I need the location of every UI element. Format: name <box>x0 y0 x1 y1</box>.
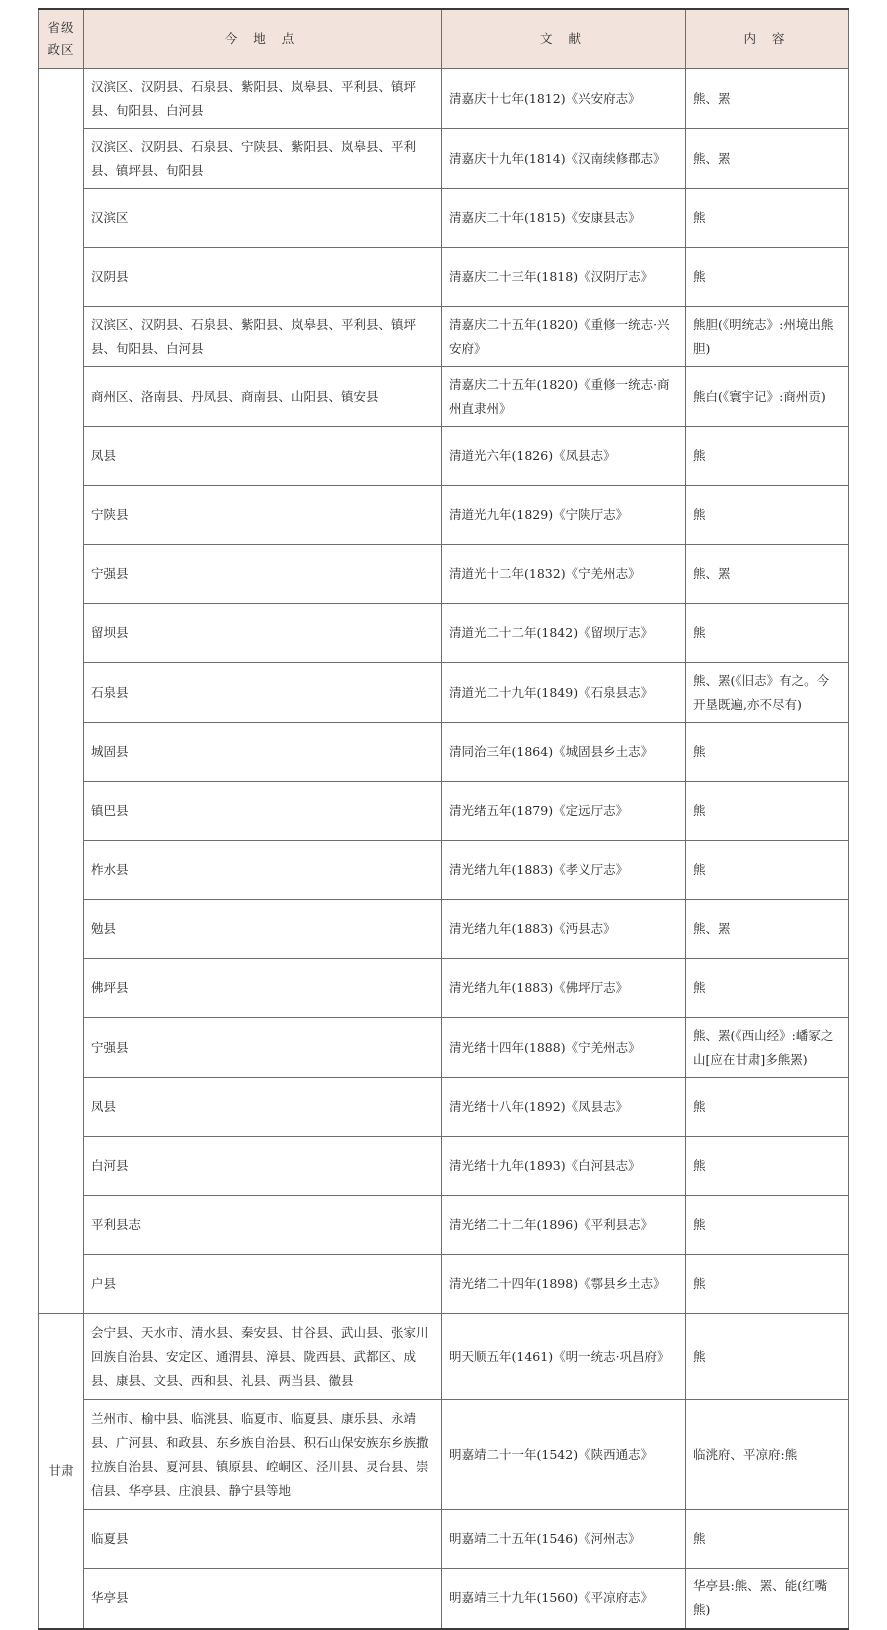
document-cell: 清道光九年(1829)《宁陕厅志》 <box>442 486 686 545</box>
document-cell: 明嘉靖三十九年(1560)《平凉府志》 <box>442 1569 686 1629</box>
content-cell: 熊 <box>686 1510 849 1569</box>
place-cell: 临夏县 <box>84 1510 442 1569</box>
content-cell: 熊 <box>686 723 849 782</box>
content-cell: 熊 <box>686 1314 849 1400</box>
table-row <box>39 841 849 900</box>
content-cell: 熊 <box>686 189 849 248</box>
document-cell: 清嘉庆十七年(1812)《兴安府志》 <box>442 69 686 129</box>
table-row <box>39 1400 849 1510</box>
content-cell: 熊、罴 <box>686 129 849 189</box>
place-cell: 会宁县、天水市、清水县、秦安县、甘谷县、武山县、张家川回族自治县、安定区、通渭县、漳县、陇西县、武都区、成县、康县、文县、西和县、礼县、两当县、徽县 <box>84 1314 442 1400</box>
content-cell: 临洮府、平凉府:熊 <box>686 1400 849 1510</box>
table-row <box>39 1137 849 1196</box>
table-row <box>39 427 849 486</box>
table-row <box>39 1078 849 1137</box>
content-cell: 熊、罴 <box>686 900 849 959</box>
place-cell: 汉滨区、汉阴县、石泉县、紫阳县、岚皋县、平利县、镇坪县、旬阳县、白河县 <box>84 69 442 129</box>
content-cell: 熊白(《寰宇记》:商州贡) <box>686 367 849 427</box>
document-cell: 清嘉庆二十五年(1820)《重修一统志·兴安府》 <box>442 307 686 367</box>
table-body <box>39 69 849 1629</box>
document-cell: 清光绪二十四年(1898)《鄠县乡土志》 <box>442 1255 686 1314</box>
table-row <box>39 545 849 604</box>
place-cell: 凤县 <box>84 1078 442 1137</box>
document-cell: 清同治三年(1864)《城固县乡土志》 <box>442 723 686 782</box>
table-row <box>39 1196 849 1255</box>
table-row <box>39 307 849 367</box>
document-cell: 清嘉庆二十三年(1818)《汉阴厅志》 <box>442 248 686 307</box>
content-cell: 熊 <box>686 1255 849 1314</box>
content-cell: 熊 <box>686 486 849 545</box>
table-row <box>39 900 849 959</box>
table-row <box>39 604 849 663</box>
table-row <box>39 129 849 189</box>
place-cell: 户县 <box>84 1255 442 1314</box>
content-cell: 熊、罴 <box>686 69 849 129</box>
place-cell: 镇巴县 <box>84 782 442 841</box>
table-row <box>39 1314 849 1400</box>
document-cell: 清光绪二十二年(1896)《平利县志》 <box>442 1196 686 1255</box>
table-row <box>39 723 849 782</box>
content-cell: 熊、罴 <box>686 545 849 604</box>
document-cell: 清嘉庆二十年(1815)《安康县志》 <box>442 189 686 248</box>
table-row <box>39 1255 849 1314</box>
document-cell: 明嘉靖二十一年(1542)《陕西通志》 <box>442 1400 686 1510</box>
content-cell: 熊 <box>686 841 849 900</box>
place-cell: 汉滨区、汉阴县、石泉县、宁陕县、紫阳县、岚皋县、平利县、镇坪县、旬阳县 <box>84 129 442 189</box>
document-cell: 清光绪九年(1883)《佛坪厅志》 <box>442 959 686 1018</box>
content-cell: 熊 <box>686 427 849 486</box>
content-cell: 熊 <box>686 248 849 307</box>
document-cell: 清道光二十九年(1849)《石泉县志》 <box>442 663 686 723</box>
content-cell: 熊胆(《明统志》:州境出熊胆) <box>686 307 849 367</box>
province-cell <box>39 69 84 1314</box>
table-row <box>39 486 849 545</box>
table-row <box>39 1510 849 1569</box>
place-cell: 城固县 <box>84 723 442 782</box>
place-cell: 华亭县 <box>84 1569 442 1629</box>
place-cell: 汉滨区 <box>84 189 442 248</box>
document-cell: 明天顺五年(1461)《明一统志·巩昌府》 <box>442 1314 686 1400</box>
document-cell: 清道光二十二年(1842)《留坝厅志》 <box>442 604 686 663</box>
content-cell: 熊 <box>686 604 849 663</box>
table-row <box>39 248 849 307</box>
place-cell: 宁强县 <box>84 1018 442 1078</box>
place-cell: 宁陕县 <box>84 486 442 545</box>
place-cell: 白河县 <box>84 1137 442 1196</box>
table-row <box>39 367 849 427</box>
document-cell: 清光绪十九年(1893)《白河县志》 <box>442 1137 686 1196</box>
table-row <box>39 663 849 723</box>
document-cell: 清光绪五年(1879)《定远厅志》 <box>442 782 686 841</box>
header-province: 省级政区 <box>39 9 84 69</box>
content-cell: 熊 <box>686 959 849 1018</box>
place-cell: 商州区、洛南县、丹凤县、商南县、山阳县、镇安县 <box>84 367 442 427</box>
table-row <box>39 782 849 841</box>
document-cell: 清道光六年(1826)《凤县志》 <box>442 427 686 486</box>
document-cell: 清嘉庆十九年(1814)《汉南续修郡志》 <box>442 129 686 189</box>
table-row <box>39 1018 849 1078</box>
document-cell: 清光绪十四年(1888)《宁羌州志》 <box>442 1018 686 1078</box>
content-cell: 熊、罴(《旧志》有之。今开垦既遍,亦不尽有) <box>686 663 849 723</box>
content-cell: 熊 <box>686 1078 849 1137</box>
document-cell: 清光绪九年(1883)《沔县志》 <box>442 900 686 959</box>
table-row <box>39 189 849 248</box>
place-cell: 勉县 <box>84 900 442 959</box>
header-content: 内 容 <box>686 9 849 69</box>
header-document: 文 献 <box>442 9 686 69</box>
header-place: 今 地 点 <box>84 9 442 69</box>
content-cell: 华亭县:熊、罴、能(红嘴熊) <box>686 1569 849 1629</box>
table-row <box>39 959 849 1018</box>
content-cell: 熊 <box>686 782 849 841</box>
header-row <box>39 9 849 69</box>
province-cell: 甘肃 <box>39 1314 84 1629</box>
document-cell: 清道光十二年(1832)《宁羌州志》 <box>442 545 686 604</box>
place-cell: 柞水县 <box>84 841 442 900</box>
place-cell: 宁强县 <box>84 545 442 604</box>
place-cell: 留坝县 <box>84 604 442 663</box>
document-cell: 清光绪十八年(1892)《凤县志》 <box>442 1078 686 1137</box>
place-cell: 兰州市、榆中县、临洮县、临夏市、临夏县、康乐县、永靖县、广河县、和政县、东乡族自治县、积石山保安族东乡族撒拉族自治县、夏河县、镇原县、崆峒区、泾川县、灵台县、崇信县、华亭县、庄浪县、静宁县等地 <box>84 1400 442 1510</box>
content-cell: 熊 <box>686 1196 849 1255</box>
place-cell: 石泉县 <box>84 663 442 723</box>
place-cell: 汉滨区、汉阴县、石泉县、紫阳县、岚皋县、平利县、镇坪县、旬阳县、白河县 <box>84 307 442 367</box>
records-table <box>38 8 849 1630</box>
records-sheet <box>38 8 848 1630</box>
place-cell: 汉阴县 <box>84 248 442 307</box>
document-cell: 清嘉庆二十五年(1820)《重修一统志·商州直隶州》 <box>442 367 686 427</box>
document-cell: 明嘉靖二十五年(1546)《河州志》 <box>442 1510 686 1569</box>
place-cell: 佛坪县 <box>84 959 442 1018</box>
document-cell: 清光绪九年(1883)《孝义厅志》 <box>442 841 686 900</box>
content-cell: 熊、罴(《西山经》:嶓冢之山[应在甘肃]多熊罴) <box>686 1018 849 1078</box>
table-row <box>39 69 849 129</box>
content-cell: 熊 <box>686 1137 849 1196</box>
place-cell: 凤县 <box>84 427 442 486</box>
place-cell: 平利县志 <box>84 1196 442 1255</box>
table-row <box>39 1569 849 1629</box>
